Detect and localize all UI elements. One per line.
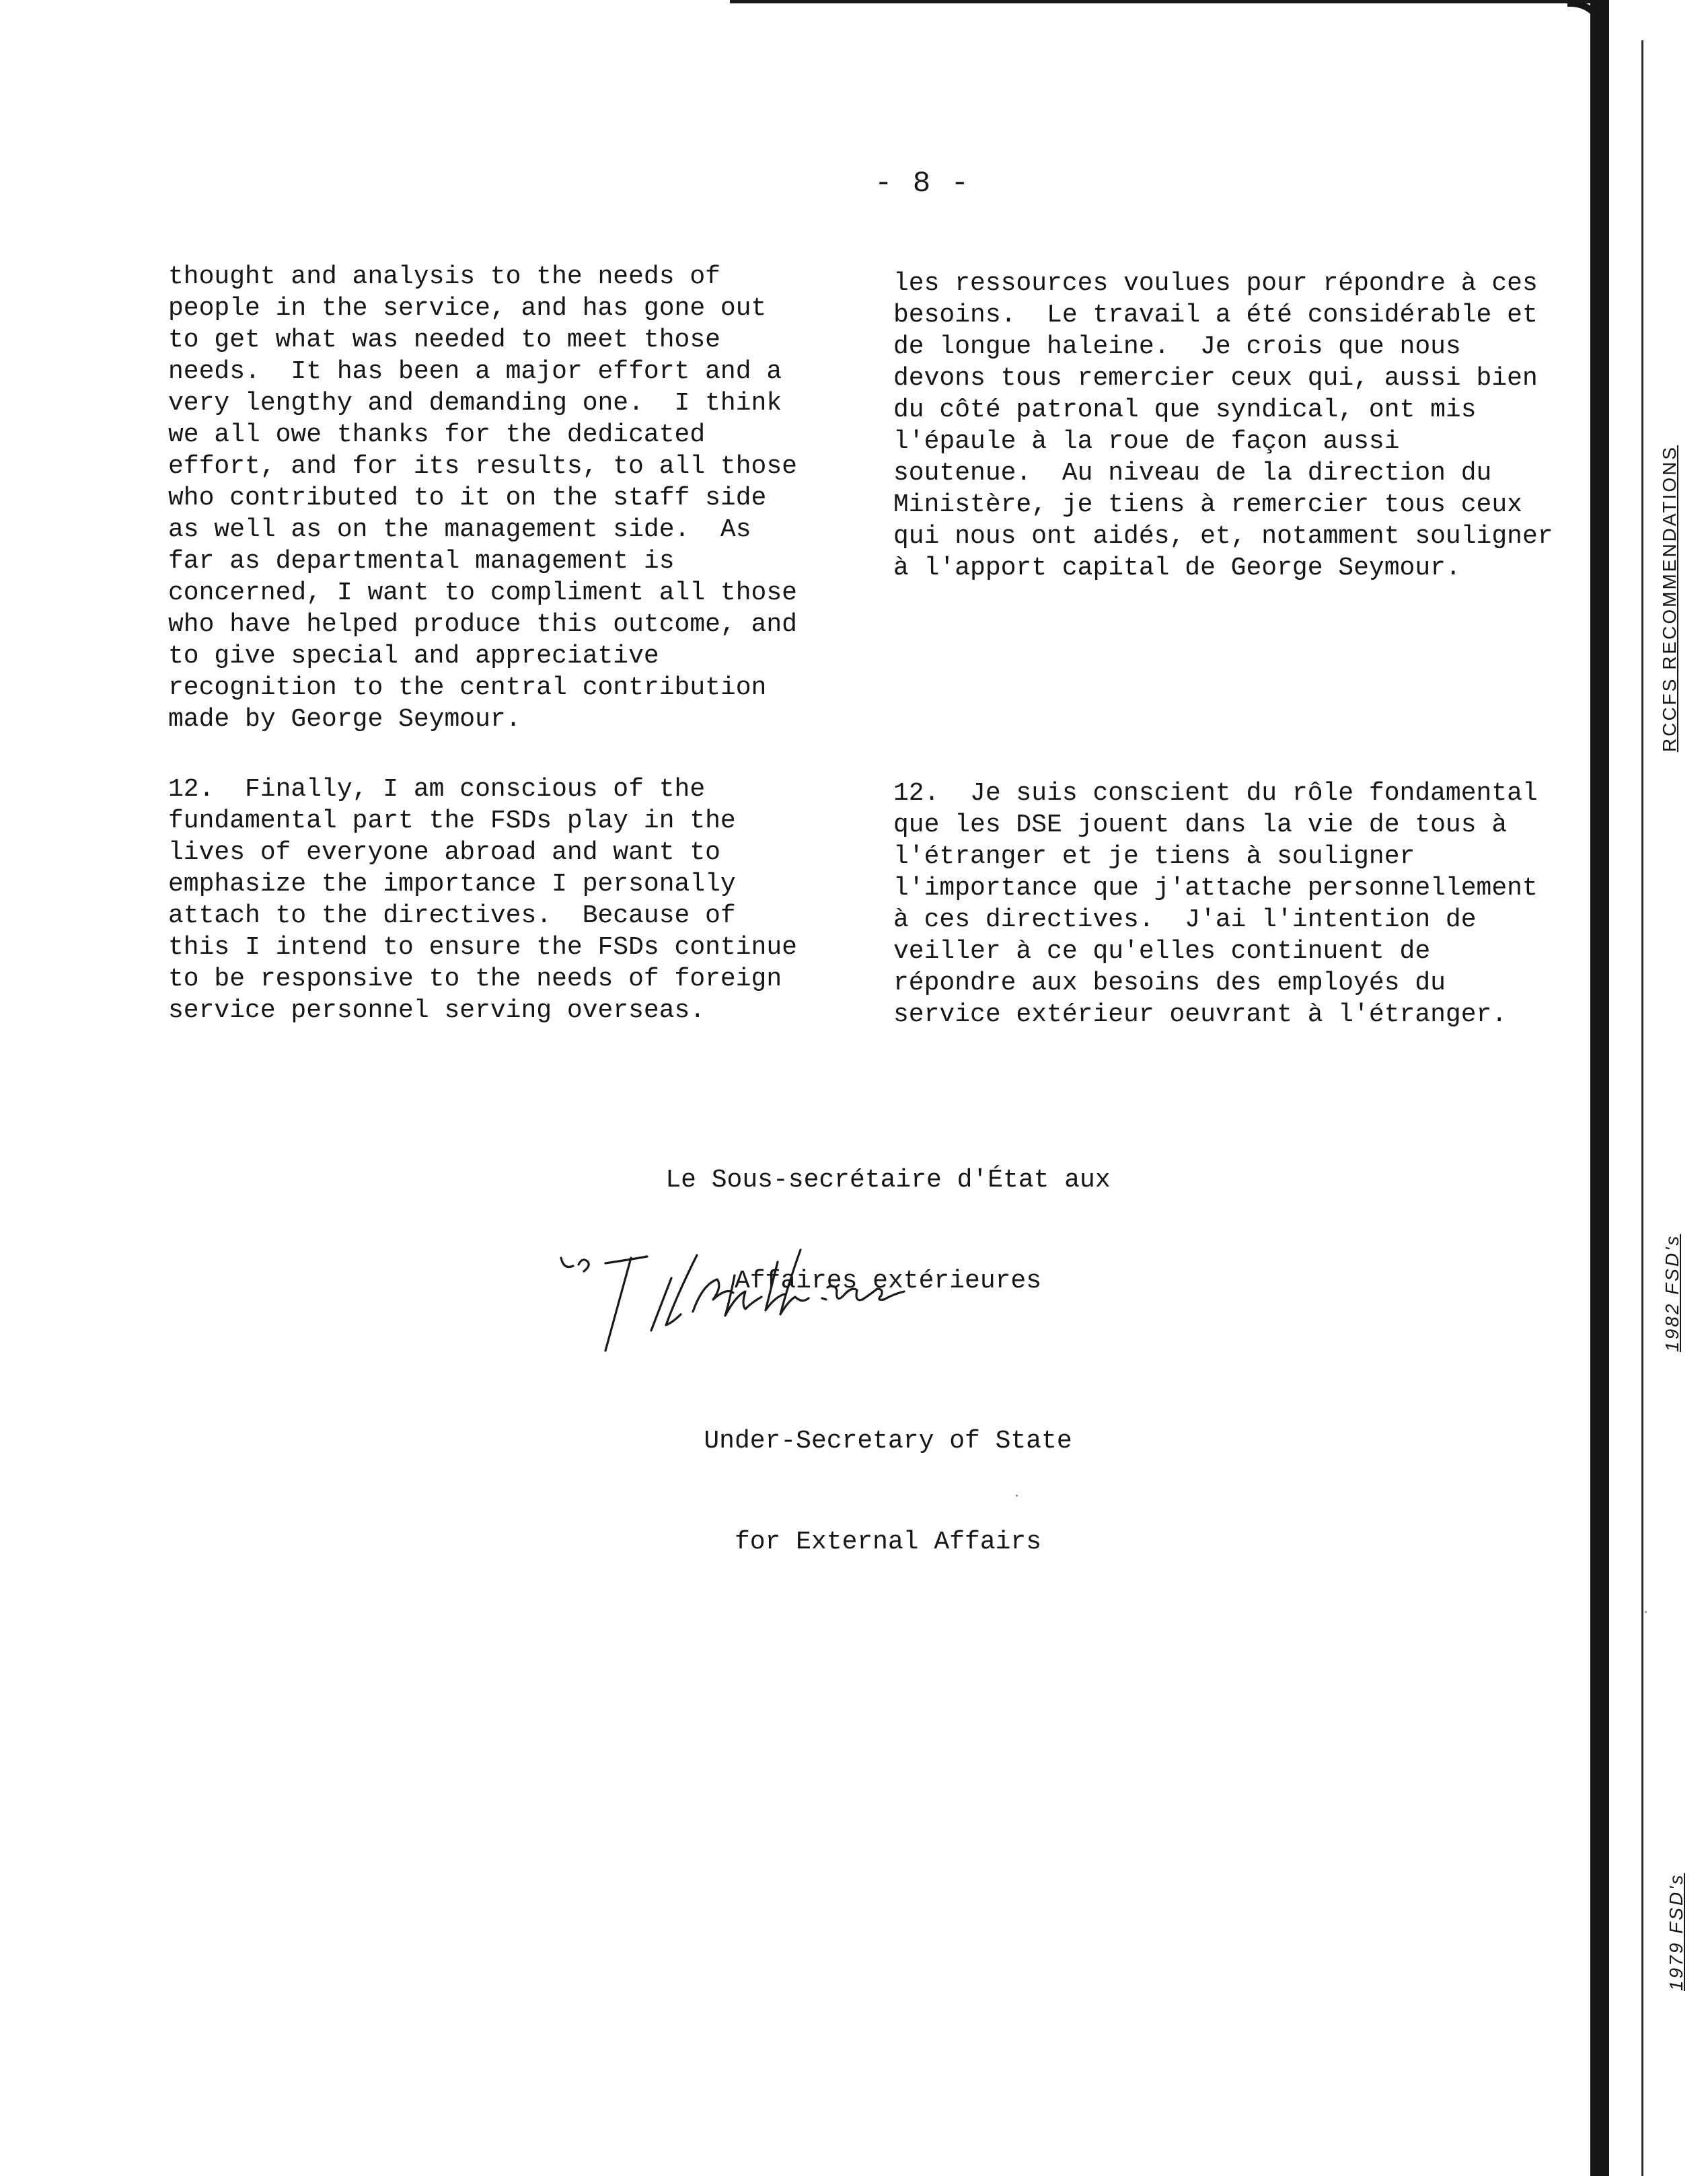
scan-speck <box>1016 1495 1018 1497</box>
text-line: attach to the directives. Because of <box>168 901 736 930</box>
signatory-title-english-line-2: for External Affairs <box>734 1528 1042 1556</box>
text-line: far as departmental management is <box>168 547 675 576</box>
text-line: l'importance que j'attache personnellement <box>893 874 1538 903</box>
text-line: effort, and for its results, to all those <box>168 452 797 481</box>
text-line: emphasize the importance I personally <box>168 870 736 899</box>
text-line: 12. Je suis conscient du rôle fondamental <box>893 779 1538 808</box>
text-line: répondre aux besoins des employés du <box>893 969 1446 998</box>
text-line: as well as on the management side. As <box>168 515 751 544</box>
text-line: Ministère, je tiens à remercier tous ceux <box>893 490 1522 519</box>
text-line: who contributed to it on the staff side <box>168 484 767 513</box>
text-line: que les DSE jouent dans la vie de tous à <box>893 811 1508 839</box>
signatory-title-english <box>605 1357 1171 1593</box>
side-tab-1979-fsds: 1979 FSD's <box>1666 1873 1686 1991</box>
text-line: needs. It has been a major effort and a <box>168 357 782 386</box>
text-line: made by George Seymour. <box>168 705 521 734</box>
text-line: besoins. Le travail a été considérable et <box>893 301 1538 330</box>
text-line: soutenue. Au niveau de la direction du <box>893 459 1492 488</box>
text-line: de longue haleine. Je crois que nous <box>893 332 1461 361</box>
text-line: who have helped produce this outcome, and <box>168 610 797 639</box>
text-line: this I intend to ensure the FSDs continue <box>168 933 797 962</box>
text-line: service extérieur oeuvrant à l'étranger. <box>893 1000 1508 1029</box>
top-edge-line <box>730 0 1598 3</box>
text-line: service personnel serving overseas. <box>168 996 706 1025</box>
scan-speck <box>1645 1611 1647 1613</box>
side-tab-rccfs-recommendations: RCCFS RECOMMENDATIONS <box>1659 445 1680 752</box>
text-line: veiller à ce qu'elles continuent de <box>893 937 1431 966</box>
text-line: les ressources voulues pour répondre à ces <box>893 269 1538 298</box>
text-line: 12. Finally, I am conscious of the <box>168 775 706 804</box>
text-line: l'étranger et je tiens à souligner <box>893 842 1415 871</box>
text-line: recognition to the central contribution <box>168 673 767 702</box>
text-line: du côté patronal que syndical, ont mis <box>893 396 1477 424</box>
french-paragraph-12 <box>893 778 1538 1030</box>
text-line: fundamental part the FSDs play in the <box>168 806 736 835</box>
text-line: to give special and appreciative <box>168 642 659 671</box>
page-number: - 8 - <box>875 167 971 200</box>
binder-tab-strip <box>1590 0 1609 2176</box>
text-line: thought and analysis to the needs of <box>168 262 720 291</box>
signatory-title-french-line-1: Le Sous-secrétaire d'État aux <box>665 1166 1111 1195</box>
text-line: devons tous remercier ceux qui, aussi bien <box>893 364 1538 393</box>
text-line: concerned, I want to compliment all those <box>168 578 797 607</box>
signatory-title-english-line-1: Under-Secretary of State <box>704 1427 1072 1456</box>
english-paragraph-continuation <box>168 261 797 735</box>
signatory-title-french-line-2: Affaires extérieures <box>734 1267 1042 1296</box>
english-paragraph-12 <box>168 774 797 1026</box>
text-line: l'épaule à la roue de façon aussi <box>893 427 1400 456</box>
handwritten-signature <box>558 1231 1070 1359</box>
french-paragraph-continuation <box>893 268 1553 584</box>
text-line: lives of everyone abroad and want to <box>168 838 720 867</box>
text-line: people in the service, and has gone out <box>168 294 767 323</box>
side-tab-1982-fsds: 1982 FSD's <box>1662 1234 1682 1352</box>
binder-tab-edge <box>1641 40 1643 2176</box>
text-line: à l'apport capital de George Seymour. <box>893 554 1461 583</box>
text-line: we all owe thanks for the dedicated <box>168 420 706 449</box>
text-line: very lengthy and demanding one. I think <box>168 389 782 418</box>
text-line: to get what was needed to meet those <box>168 326 720 354</box>
text-line: à ces directives. J'ai l'intention de <box>893 905 1477 934</box>
text-line: to be responsive to the needs of foreign <box>168 965 782 993</box>
text-line: qui nous ont aidés, et, notamment souligner <box>893 522 1553 551</box>
